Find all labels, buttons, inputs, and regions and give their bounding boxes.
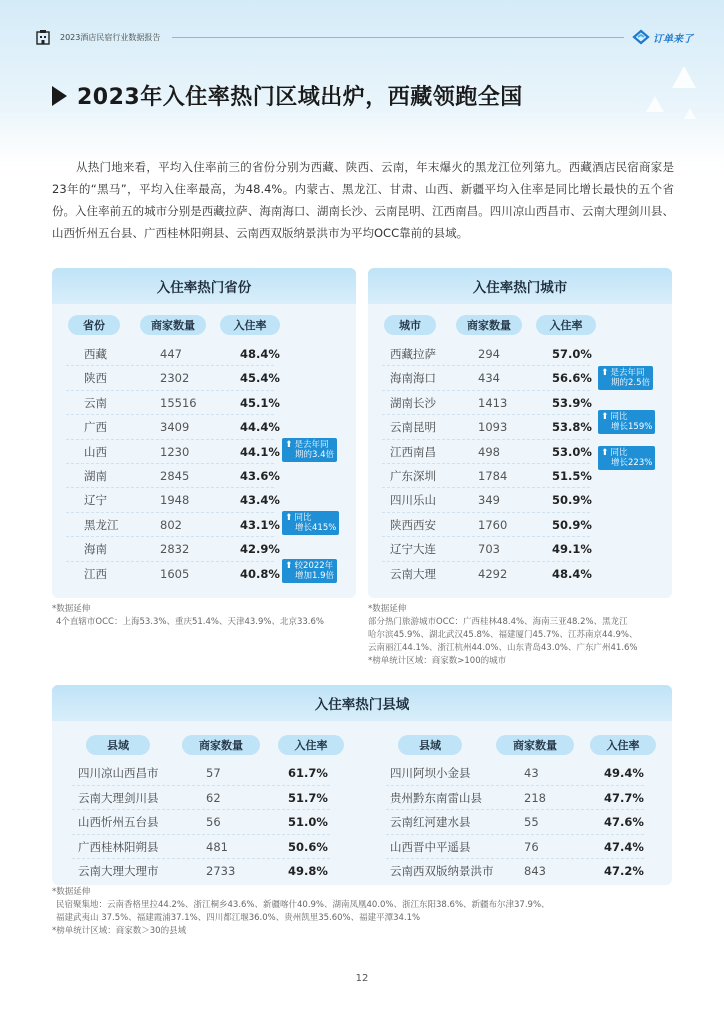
row-count: 447 <box>160 347 182 361</box>
col-header-rate: 入住率 <box>590 735 656 755</box>
col-header-count: 商家数量 <box>140 315 206 335</box>
decor-triangle <box>672 66 696 88</box>
up-arrow-icon: ⬆ <box>285 513 293 523</box>
table-row <box>60 366 280 390</box>
row-count: 802 <box>160 517 182 532</box>
decor-triangle <box>684 108 696 119</box>
note-line: 民宿聚集地：云南香格里拉44.2%、浙江桐乡43.6%、新疆喀什40.9%、湖南凤凰40.0%、浙江东阳38.6%、新疆布尔津37.9%、 <box>56 900 550 910</box>
brand-mark-icon <box>632 29 650 45</box>
row-rate: 43.4% <box>240 493 280 508</box>
row-rate: 44.4% <box>240 420 280 435</box>
row-name: 黑龙江 <box>84 517 119 532</box>
brand-name: 订单来了 <box>653 33 693 45</box>
row-count: 1760 <box>478 517 508 532</box>
row-name: 四川乐山 <box>390 493 436 508</box>
row-count: 2302 <box>160 371 190 386</box>
row-count: 1230 <box>160 444 190 459</box>
row-name: 广东深圳 <box>390 469 436 483</box>
row-name: 云南大理 <box>390 566 436 581</box>
row-count: 1413 <box>478 395 508 410</box>
note-line: 云南丽江44.1%、浙江杭州44.0%、山东青岛43.0%、广东广州41.6% <box>368 643 638 653</box>
note-label: *数据延伸 <box>368 604 407 614</box>
col-header-province: 省份 <box>68 315 120 335</box>
page-heading <box>52 80 523 111</box>
row-name: 山西晋中平遥县 <box>390 839 471 854</box>
counties-note <box>52 886 692 938</box>
table-row <box>66 786 336 810</box>
row-rate: 57.0% <box>552 347 592 361</box>
note-scope: *榜单统计区域：商家数＞30的县域 <box>52 926 187 936</box>
growth-annotation: ⬆ 同比 增长159% <box>598 410 655 434</box>
counties-heading: 入住率热门县域 <box>52 685 672 721</box>
table-row <box>60 440 280 464</box>
page-number: 12 <box>355 973 369 984</box>
row-count: 56 <box>206 815 221 829</box>
col-header-county: 县域 <box>86 735 150 755</box>
table-row <box>60 464 280 488</box>
row-count: 481 <box>206 839 228 854</box>
row-rate: 40.8% <box>240 566 280 581</box>
row-name: 山西 <box>84 444 107 459</box>
row-rate: 53.0% <box>552 444 592 459</box>
table-row <box>60 537 280 561</box>
row-rate: 45.4% <box>240 371 280 386</box>
row-rate: 47.2% <box>604 864 644 878</box>
row-name: 四川阿坝小金县 <box>390 766 471 780</box>
building-icon <box>36 29 50 45</box>
row-name: 湖南长沙 <box>390 395 436 410</box>
row-name: 湖南 <box>84 469 107 483</box>
row-rate: 51.5% <box>552 469 592 483</box>
provinces-panel <box>52 268 356 598</box>
play-arrow-icon <box>52 86 67 106</box>
table-row <box>60 513 280 537</box>
growth-annotation: ⬆ 是去年同 期的2.5倍 <box>598 366 653 390</box>
row-rate: 47.6% <box>604 815 644 829</box>
row-name: 云南昆明 <box>390 420 436 435</box>
row-name: 云南西双版纳景洪市 <box>390 864 494 878</box>
row-count: 1784 <box>478 469 508 483</box>
table-row <box>376 342 596 366</box>
table-row <box>376 464 596 488</box>
row-rate: 49.1% <box>552 542 592 557</box>
up-arrow-icon: ⬆ <box>285 440 293 450</box>
row-count: 498 <box>478 444 500 459</box>
row-count: 15516 <box>160 395 197 410</box>
row-count: 703 <box>478 542 500 557</box>
row-rate: 53.9% <box>552 395 592 410</box>
row-name: 西藏 <box>84 347 107 361</box>
table-row <box>60 391 280 415</box>
row-rate: 50.6% <box>288 839 328 854</box>
row-rate: 53.8% <box>552 420 592 435</box>
up-arrow-icon: ⬆ <box>601 368 609 378</box>
table-row <box>376 513 596 537</box>
up-arrow-icon: ⬆ <box>601 448 609 458</box>
col-header-county: 县域 <box>398 735 462 755</box>
row-rate: 51.7% <box>288 790 328 805</box>
col-header-rate: 入住率 <box>536 315 596 335</box>
table-row <box>66 859 336 883</box>
row-count: 1605 <box>160 566 190 581</box>
growth-annotation: ⬆ 同比 增长223% <box>598 446 655 470</box>
row-name: 海南海口 <box>390 371 436 386</box>
row-name: 云南红河建水县 <box>390 815 471 829</box>
row-rate: 49.8% <box>288 864 328 878</box>
row-count: 3409 <box>160 420 190 435</box>
row-count: 76 <box>524 839 539 854</box>
report-title: 2023酒店民宿行业数据报告 <box>60 33 161 42</box>
row-name: 辽宁大连 <box>390 542 436 557</box>
row-rate: 48.4% <box>240 347 280 361</box>
table-row <box>380 859 650 883</box>
row-count: 1948 <box>160 493 190 508</box>
row-count: 2845 <box>160 469 190 483</box>
growth-annotation: ⬆ 同比 增长415% <box>282 511 339 535</box>
row-count: 57 <box>206 766 221 780</box>
table-row <box>376 415 596 439</box>
row-name: 海南 <box>84 542 107 557</box>
table-row <box>60 562 280 586</box>
row-name: 贵州黔东南雷山县 <box>390 790 482 805</box>
col-header-city: 城市 <box>384 315 436 335</box>
col-header-rate: 入住率 <box>278 735 344 755</box>
row-rate: 50.9% <box>552 493 592 508</box>
table-row <box>380 810 650 834</box>
row-count: 55 <box>524 815 539 829</box>
row-rate: 50.9% <box>552 517 592 532</box>
row-name: 江西 <box>84 566 107 581</box>
row-count: 1093 <box>478 420 508 435</box>
decor-triangle <box>646 96 664 112</box>
row-name: 四川凉山西昌市 <box>78 766 159 780</box>
row-name: 云南大理大理市 <box>78 864 159 878</box>
row-count: 2832 <box>160 542 190 557</box>
note-label: *数据延伸 <box>52 604 91 614</box>
cities-note <box>368 603 678 668</box>
provinces-note <box>52 603 356 629</box>
brand-logo <box>632 28 693 46</box>
row-name: 云南 <box>84 395 107 410</box>
note-line: 哈尔滨45.9%、湖北武汉45.8%、福建厦门45.7%、江苏南京44.9%、 <box>368 630 638 640</box>
table-row <box>380 835 650 859</box>
row-name: 云南大理剑川县 <box>78 790 159 805</box>
table-row <box>376 366 596 390</box>
table-row <box>66 810 336 834</box>
col-header-count: 商家数量 <box>182 735 260 755</box>
row-rate: 56.6% <box>552 371 592 386</box>
note-line: 福建武夷山 37.5%、福建霞浦37.1%、四川都江堰36.0%、贵州凯里35.60%、福建平潭34.1% <box>56 913 421 923</box>
row-name: 辽宁 <box>84 493 107 508</box>
note-text: 4个直辖市OCC：上海53.3%、重庆51.4%、天津43.9%、北京33.6% <box>56 617 324 627</box>
row-count: 4292 <box>478 566 508 581</box>
row-rate: 47.7% <box>604 790 644 805</box>
table-row <box>376 537 596 561</box>
row-name: 陕西西安 <box>390 517 436 532</box>
note-line: 部分热门旅游城市OCC：广西桂林48.4%、海南三亚48.2%、黑龙江 <box>368 617 628 627</box>
row-count: 218 <box>524 790 546 805</box>
row-name: 山西忻州五台县 <box>78 815 159 829</box>
table-row <box>376 562 596 586</box>
table-row <box>380 786 650 810</box>
header-divider <box>172 37 624 38</box>
up-arrow-icon: ⬆ <box>601 412 609 422</box>
provinces-heading: 入住率热门省份 <box>52 268 356 304</box>
row-rate: 43.1% <box>240 517 280 532</box>
row-count: 2733 <box>206 864 236 878</box>
table-row <box>376 488 596 512</box>
row-rate: 51.0% <box>288 815 328 829</box>
table-row <box>376 440 596 464</box>
row-count: 62 <box>206 790 221 805</box>
row-rate: 49.4% <box>604 766 644 780</box>
growth-annotation: ⬆ 是去年同 期的3.4倍 <box>282 438 337 462</box>
row-count: 43 <box>524 766 539 780</box>
table-row <box>66 835 336 859</box>
growth-annotation: ⬆ 较2022年 增加1.9倍 <box>282 559 337 583</box>
row-name: 广西 <box>84 420 107 435</box>
up-arrow-icon: ⬆ <box>285 561 293 571</box>
row-count: 349 <box>478 493 500 508</box>
note-label: *数据延伸 <box>52 887 91 897</box>
row-rate: 43.6% <box>240 469 280 483</box>
table-row <box>380 761 650 785</box>
table-row <box>376 391 596 415</box>
row-rate: 61.7% <box>288 766 328 780</box>
row-rate: 48.4% <box>552 566 592 581</box>
table-row <box>60 488 280 512</box>
cities-panel <box>368 268 672 598</box>
row-count: 434 <box>478 371 500 386</box>
note-scope: *榜单统计区域：商家数>100的城市 <box>368 656 507 666</box>
row-name: 江西南昌 <box>390 444 436 459</box>
row-name: 广西桂林阳朔县 <box>78 839 159 854</box>
row-count: 843 <box>524 864 546 878</box>
row-count: 294 <box>478 347 500 361</box>
table-row <box>60 342 280 366</box>
intro-paragraph: 从热门地来看，平均入住率前三的省份分别为西藏、陕西、云南，年末爆火的黑龙江位列第九。西藏酒店民宿商家是23年的“黑马”，平均入住率最高，为48.4%。内蒙古、黑龙江、甘肃、山西、新疆平均入住率是同比增长最快的五个省份。入住率前五的城市分别是西藏拉萨、海南海口、湖南长沙、云南昆明、江西南昌。四川凉山西昌市、云南大理剑川县、山西忻州五台县、广西桂林阳朔县、云南西双版纳景洪市为平均OCC靠前的县域。 <box>52 160 674 240</box>
col-header-count: 商家数量 <box>456 315 522 335</box>
row-rate: 45.1% <box>240 395 280 410</box>
cities-heading: 入住率热门城市 <box>368 268 672 304</box>
col-header-rate: 入住率 <box>220 315 280 335</box>
row-rate: 44.1% <box>240 444 280 459</box>
row-name: 西藏拉萨 <box>390 347 436 361</box>
col-header-count: 商家数量 <box>496 735 574 755</box>
page-title: 2023年入住率热门区域出炉，西藏领跑全国 <box>77 85 523 110</box>
table-row <box>66 761 336 785</box>
table-row <box>60 415 280 439</box>
row-rate: 47.4% <box>604 839 644 854</box>
counties-panel <box>52 685 672 885</box>
row-rate: 42.9% <box>240 542 280 557</box>
row-name: 陕西 <box>84 371 107 386</box>
